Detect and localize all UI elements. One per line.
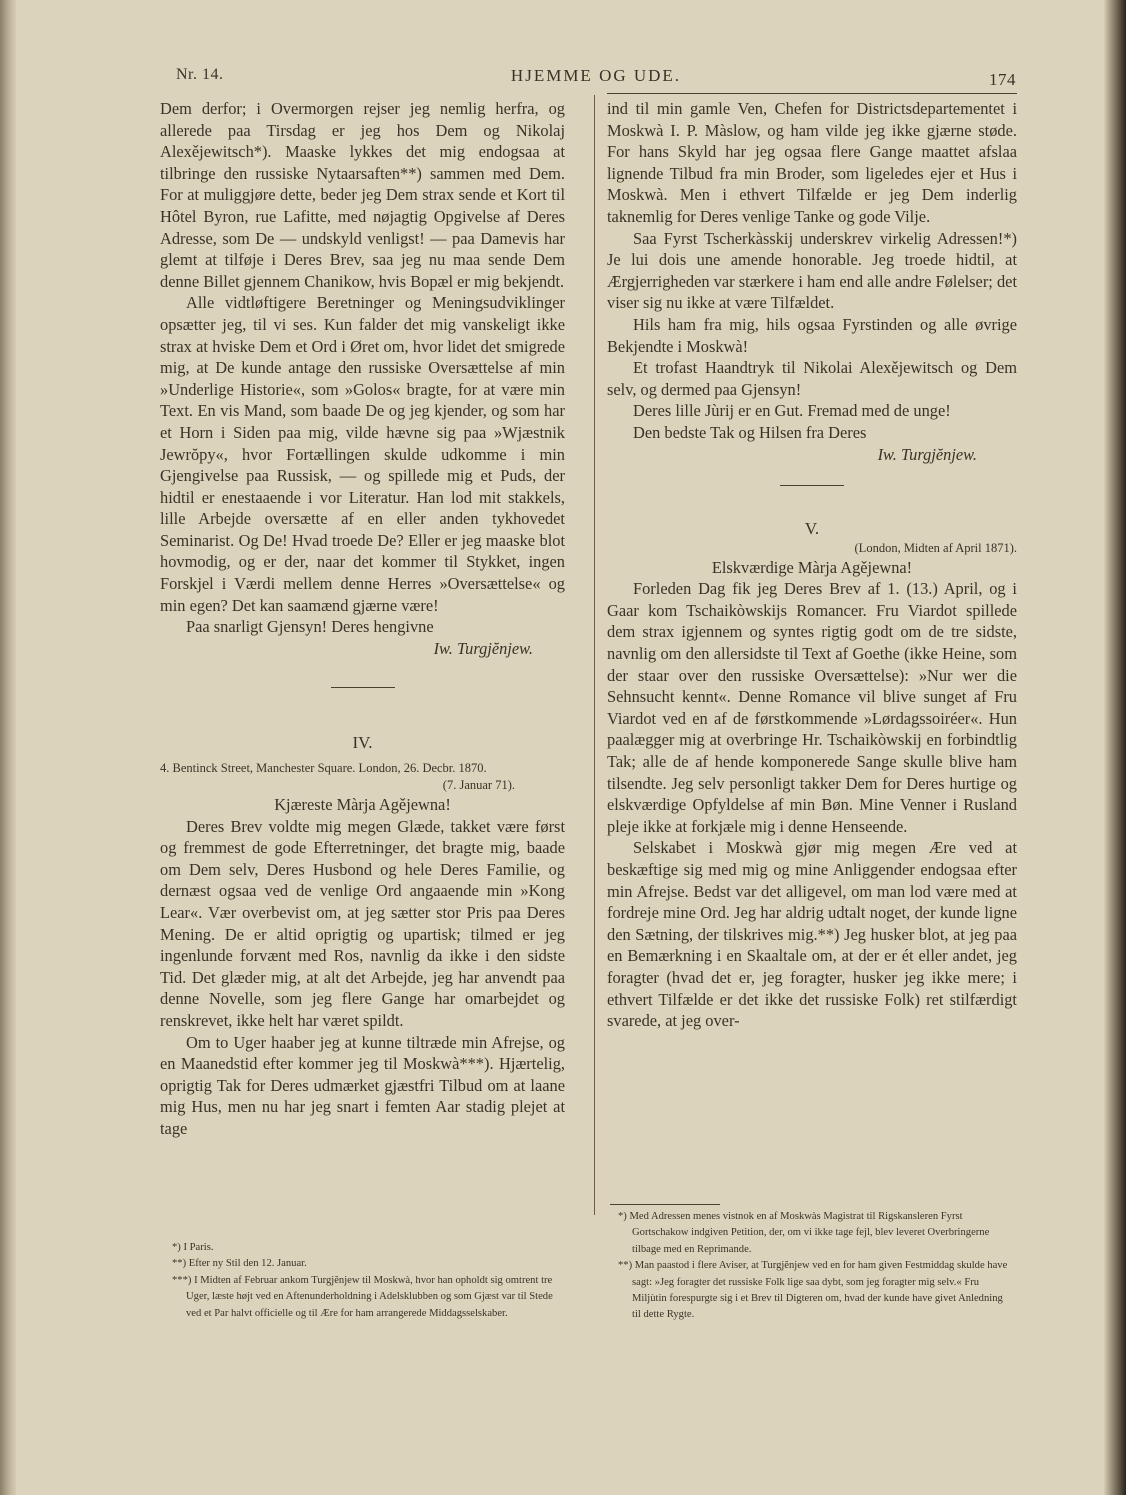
right-paragraph-6: Den bedste Tak og Hilsen fra Deres xyxy=(633,422,867,442)
right-column xyxy=(607,98,1017,1032)
right-footnotes xyxy=(610,1204,1010,1324)
footnote: **) Man paastod i flere Aviser, at Turgjĕnjew ved en for ham given Festmiddag skulde have sagt: »Jeg foragter det russiske Folk lige saa dybt, som jeg foragter mig selv.« Fru Miljùtin forespurgte sig i et Brev til Digteren om, hvad der kunde have givet Anledning til dette Rygte. xyxy=(618,1260,1008,1321)
column-divider xyxy=(594,95,595,1215)
left-paragraph-4: Deres Brev voldte mig megen Glæde, takket være først og fremmest de gode Efterretninger, det bragte mig, baade om Dem selv, Deres Husbond og hele Deres Familie, og dernæst ogsaa ved de venlige Ord angaaende min »Kong Lear«. Vær overbevist om, at jeg sætter stor Pris paa Deres Mening. De er altid oprigtig og upartisk; tilmed er jeg ingenlunde forvænt med Ros, navnlig da ikke i den sidste Tid. Det glæder mig, at alt det Arbejde, jeg har anvendt paa denne Novelle, som jeg flere Gange har omarbejdet og renskrevet, ikke helt har været spildt. xyxy=(160,816,565,1030)
running-header xyxy=(176,66,1016,90)
right-paragraph-3: Hils ham fra mig, hils ogsaa Fyrstinden og alle øvrige Bekjendte i Moskwà! xyxy=(607,314,1017,356)
page-number: 174 xyxy=(989,70,1016,89)
right-paragraph-2: Saa Fyrst Tscherkàsskij underskrev virkelig Adressen!*) Je lui dois une amende honorable. Jeg troede hidtil, at Ærgjerrigheden var stærkere i ham end alle andre Følelser; det viser sig nu ikke at være Tilfældet. xyxy=(607,228,1017,313)
left-paragraph-2: Alle vidtløftigere Beretninger og Meningsudviklinger opsætter jeg, til vi ses. Kun falder det mig vanskeligt ikke strax at hviske Dem et Ord i Øret om, hvor lidet det smigrede mig, at De kunde antage den russiske Oversættelse af min »Underlige Historie«, som »Golos« bragte, for at være min Text. En vis Mand, som baade De og jeg kjender, og som har et Horn i Siden paa mig, vilde hævne sig paa »Wjæstnik Jewrŏpy«, hvor Fortællingen skulde udkomme i min Gjengivelse paa Russisk, — og spillede mig et Puds, der hidtil er enestaaende i vor Literatur. Han lod mit stakkels, lille Arbejde oversætte af en eller anden tykhovedet Seminarist. Og De! Hvad troede De? Eller er jeg maaske blot hovmodig, og er der, naar det kommer til Stykket, ingen Forskjel i Værdi mellem denne Herres »Oversættelse« og min egen? Det kan saamænd gjærne være! xyxy=(160,293,565,615)
letter-date-new-style: (7. Januar 71). xyxy=(442,778,515,793)
publication-title: HJEMME OG UDE. xyxy=(510,66,682,85)
letter-greeting: Kjæreste Màrja Agějewna! xyxy=(274,795,451,815)
left-paragraph-5: Om to Uger haaber jeg at kunne tiltræde min Afrejse, og en Maanedstid efter kommer jeg til Moskwà***). Hjærtelig, oprigtig Tak for Deres udmærket gjæstfri Tilbud om at laane mig Hus, men nu har jeg snart i femten Aar stadig plejet at tage xyxy=(160,1032,565,1138)
footnote: *) Med Adressen menes vistnok en af Moskwàs Magistrat til Rigskansleren Fyrst Gortschakow indgiven Petition, der, om vi ikke tage fejl, blev leveret Overbringerne tilbage med en Reprimande. xyxy=(618,1211,990,1255)
letter-numeral-iv: IV. xyxy=(352,733,373,753)
letter-greeting: Elskværdige Màrja Agějewna! xyxy=(711,557,913,577)
letter-place-date: (London, Midten af April 1871). xyxy=(854,540,1017,555)
right-paragraph-4: Et trofast Haandtryk til Nikolai Alexějewitsch og Dem selv, og dermed paa Gjensyn! xyxy=(607,358,1017,399)
left-footnotes xyxy=(164,1240,564,1322)
left-column xyxy=(160,98,565,1140)
right-paragraph-5: Deres lille Jùrij er en Gut. Fremad med de unge! xyxy=(633,401,951,421)
letter-numeral-v: V. xyxy=(804,519,820,539)
issue-number: Nr. 14. xyxy=(176,66,224,83)
footnote: **) Efter ny Stil den 12. Januar. xyxy=(172,1258,307,1270)
footnote: ***) I Midten af Februar ankom Turgjĕnjew til Moskwà, hvor han opholdt sig omtrent tre Uger, læste højt ved en Aftenunderholdning i Adelsklubben og som Gjæst var til Stede ved et Par halvt officielle og til Ære for ham arrangerede Middagsselskaber. xyxy=(172,1274,553,1319)
page-binding-shadow xyxy=(0,0,16,1495)
right-paragraph-8: Selskabet i Moskwà gjør mig megen Ære ved at beskæftige sig med mig og mine Anliggender endogsaa efter min Afrejse. Bedst var det alligevel, om man lod være med at fordreje mine Ord. Jeg har aldrig udtalt noget, der kunde ligne den Sætning, der tilskrives mig.**) Jeg husker blot, at jeg paa en Bemærkning i en Skaaltale om, at der er ét eller andet, jeg foragter (hvad det er, jeg foragter, husker jeg ikke mere; i ethvert Tilfælde er det ikke det russiske Folk) ret stilfærdigt svarede, at jeg over- xyxy=(607,838,1017,1031)
footnote: *) I Paris. xyxy=(172,1242,214,1253)
right-paragraph-7: Forleden Dag fik jeg Deres Brev af 1. (13.) April, og i Gaar kom Tschaikòwskijs Romancer. Fru Viardot spillede dem strax igjennem og syntes rigtig godt om de tre sidste, navnlig om den allersidste til Text af Goethe (ikke Heine, som der staar over den russiske Oversættelse): »Nur wer die Sehnsucht kennt«. Denne Romance vil blive sunget af Fru Viardot ved en af de førstkommende »Lørdagssoiréer«. Hun paalægger mig at overbringe Hr. Tschaikòwskij en forbindtlig Tak; alle de af hende komponerede Sange skulle blive ham tilsendte. Jeg selv personligt takker Dem for Deres hurtige og elskværdige Opfyldelse af min Bøn. Mine Venner i Rusland pleje ikke at forkjæle mig i denne Henseende. xyxy=(607,579,1017,836)
signature: Iw. Turgjĕnjew. xyxy=(433,638,533,658)
signature: Iw. Turgjĕnjew. xyxy=(877,444,977,464)
header-rule xyxy=(607,93,1017,94)
left-paragraph-3: Paa snarligt Gjensyn! Deres hengivne xyxy=(186,617,434,637)
letter-address: 4. Bentinck Street, Manchester Square. London, 26. Decbr. 1870. xyxy=(160,761,487,776)
page-edge-shadow xyxy=(1104,0,1126,1495)
right-paragraph-1: ind til min gamle Ven, Chefen for Districtsdepartementet i Moskwà I. P. Màslow, og ham vilde jeg ikke gjærne støde. For hans Skyld har jeg ogsaa flere Gange maattet afslaa lignende Tilbud fra min Broder, som ligeledes ejer et Hus i Moskwà. Men i ethvert Tilfælde er jeg Dem inderlig taknemlig for Deres venlige Tanke og gode Vilje. xyxy=(607,99,1017,226)
left-paragraph-1: Dem derfor; i Overmorgen rejser jeg nemlig herfra, og allerede paa Tirsdag er jeg hos Dem og Nikolaj Alexějewitsch*). Maaske lykkes det mig endogsaa at tilbringe den russiske Nytaarsaften**) sammen med Dem. For at muliggjøre dette, beder jeg Dem strax sende et Kort til Hôtel Byron, rue Lafitte, med nøjagtig Opgivelse af Deres Adresse, som De — undskyld venligst! — paa Damevis har glemt at tilføje i Deres Brev, saa jeg nu maa sende Dem denne Billet gjennem Chanikow, hvis Bopæl er mig bekjendt. xyxy=(160,99,565,291)
